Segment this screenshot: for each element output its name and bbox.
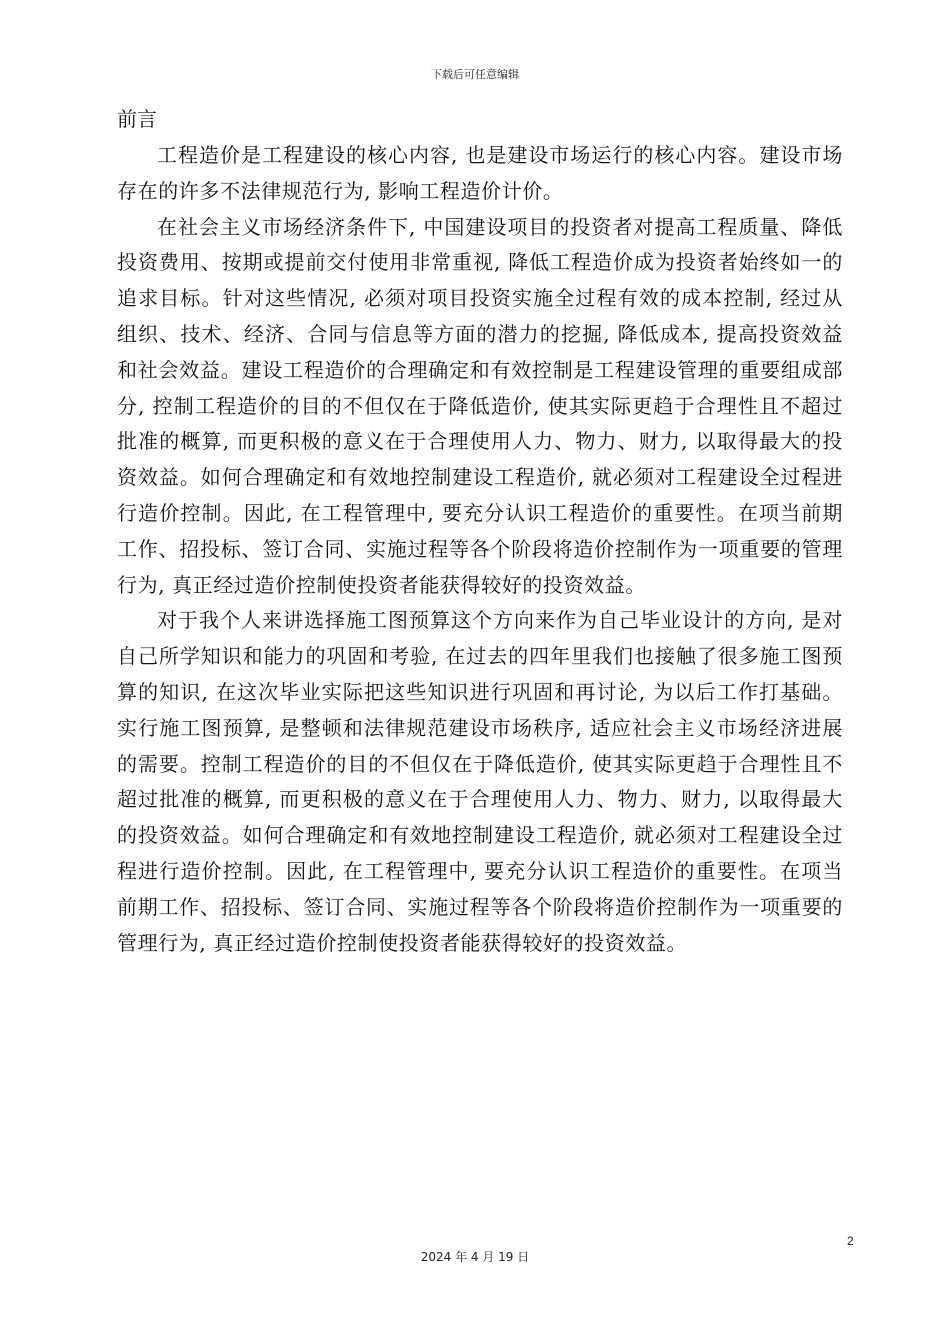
document-heading: 前言 — [117, 107, 157, 131]
paragraph-3: 对于我个人来讲选择施工图预算这个方向来作为自己毕业设计的方向, 是对自己所学知识和能力的巩固和考验, 在过去的四年里我们也接触了很多施工图预算的知识, 在这次毕业实际把这些知识进行巩固和再讨论, 为以后工作打基础。实行施工图预算, 是整顿和法律规范建设市场秩序, 适应社会主义市场经济进展的需要。控制工程造价的目的不但仅在于降低造价, 使其实际更趋于合理性且不超过批准的概算, 而更积极的意义在于合理使用人力、物力、财力, 以取得最大的投资效益。如何合理确定和有效地控制建设工程造价, 就必须对工程建设全过程进行造价控制。因此, 在工程管理中, 要充分认识工程造价的重要性。在项当前期工作、招投标、签订合同、实施过程等各个阶段将造价控制作为一项重要的管理行为, 真正经过造价控制使投资者能获得较好的投资效益。 — [117, 608, 843, 955]
page-number: 2 — [847, 1234, 854, 1248]
document-body — [117, 102, 843, 961]
page-header: 下载后可任意编辑 — [431, 68, 519, 81]
page-footer-date: 2024 年 4 月 19 日 — [420, 1250, 530, 1264]
paragraph-1: 工程造价是工程建设的核心内容, 也是建设市场运行的核心内容。建设市场存在的许多不法律规范行为, 影响工程造价计价。 — [117, 143, 843, 203]
paragraph-2: 在社会主义市场经济条件下, 中国建设项目的投资者对提高工程质量、降低投资费用、按期或提前交付使用非常重视, 降低工程造价成为投资者始终如一的追求目标。针对这些情况, 必须对项目投资实施全过程有效的成本控制, 经过从组织、技术、经济、合同与信息等方面的潜力的挖掘, 降低成本, 提高投资效益和社会效益。建设工程造价的合理确定和有效控制是工程建设管理的重要组成部分, 控制工程造价的目的不但仅在于降低造价, 使其实际更趋于合理性且不超过批准的概算, 而更积极的意义在于合理使用人力、物力、财力, 以取得最大的投资效益。如何合理确定和有效地控制建设工程造价, 就必须对工程建设全过程进行造价控制。因此, 在工程管理中, 要充分认识工程造价的重要性。在项当前期工作、招投标、签订合同、实施过程等各个阶段将造价控制作为一项重要的管理行为, 真正经过造价控制使投资者能获得较好的投资效益。 — [117, 214, 843, 597]
